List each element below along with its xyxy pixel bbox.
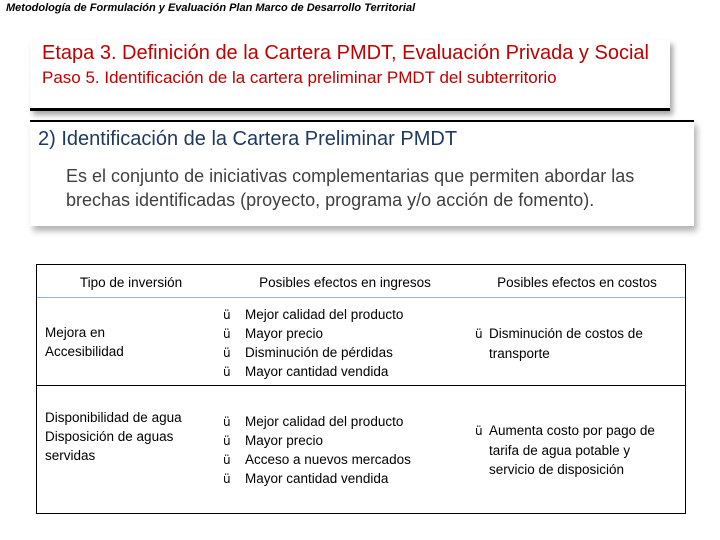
check-icon: ü bbox=[223, 308, 231, 322]
check-icon: ü bbox=[475, 327, 483, 341]
section-paragraph: Es el conjunto de iniciativas complementarias que permiten abordar las brechas identificadas (proyecto, programa y/o acción de fomento). bbox=[66, 166, 635, 210]
row1-cost-effect: ü Disminución de costos de transporte bbox=[475, 326, 643, 361]
check-icon: ü bbox=[223, 346, 231, 360]
list-item: ü Mayor cantidad vendida bbox=[223, 362, 403, 381]
row1-income-list bbox=[223, 305, 403, 381]
check-icon: ü bbox=[223, 453, 231, 467]
list-item: ü Mayor precio bbox=[223, 324, 403, 343]
row-divider bbox=[37, 385, 685, 386]
header-cost-effects: Posibles efectos en costos bbox=[497, 275, 657, 290]
header-divider bbox=[37, 297, 685, 298]
check-icon: ü bbox=[223, 415, 231, 429]
check-icon: ü bbox=[223, 365, 231, 379]
check-icon: ü bbox=[223, 434, 231, 448]
row2-cost-effect: ü Aumenta costo por pago de tarifa de agua potable y servicio de disposición bbox=[475, 423, 655, 477]
check-icon: ü bbox=[223, 472, 231, 486]
section-block bbox=[30, 120, 694, 226]
check-icon: ü bbox=[223, 327, 231, 341]
header-income-effects: Posibles efectos en ingresos bbox=[259, 275, 431, 290]
check-icon: ü bbox=[475, 424, 483, 438]
list-item: ü Mayor precio bbox=[223, 431, 411, 450]
slide-title: Etapa 3. Definición de la Cartera PMDT, Evaluación Privada y Social bbox=[42, 42, 649, 64]
row2-income-list bbox=[223, 412, 411, 488]
section-heading: 2) Identificación de la Cartera Preliminar PMDT bbox=[38, 128, 458, 150]
list-item: ü Mejor calidad del producto bbox=[223, 412, 411, 431]
list-item: ü Disminución de pérdidas bbox=[223, 343, 403, 362]
list-item: ü Mayor cantidad vendida bbox=[223, 469, 411, 488]
header-investment-type: Tipo de inversión bbox=[79, 275, 183, 290]
list-item: ü Acceso a nuevos mercados bbox=[223, 450, 411, 469]
row1-investment-type: Mejora en Accesibilidad bbox=[45, 325, 124, 359]
document-header: Metodología de Formulación y Evaluación Plan Marco de Desarrollo Territorial bbox=[6, 2, 416, 14]
list-item: ü Mejor calidad del producto bbox=[223, 305, 403, 324]
investment-table bbox=[36, 264, 686, 514]
row2-investment-type: Disponibilidad de agua Disposición de aguas servidas bbox=[45, 410, 182, 463]
slide-subtitle: Paso 5. Identificación de la cartera preliminar PMDT del subterritorio bbox=[42, 68, 557, 87]
slide-title-block bbox=[30, 40, 670, 111]
